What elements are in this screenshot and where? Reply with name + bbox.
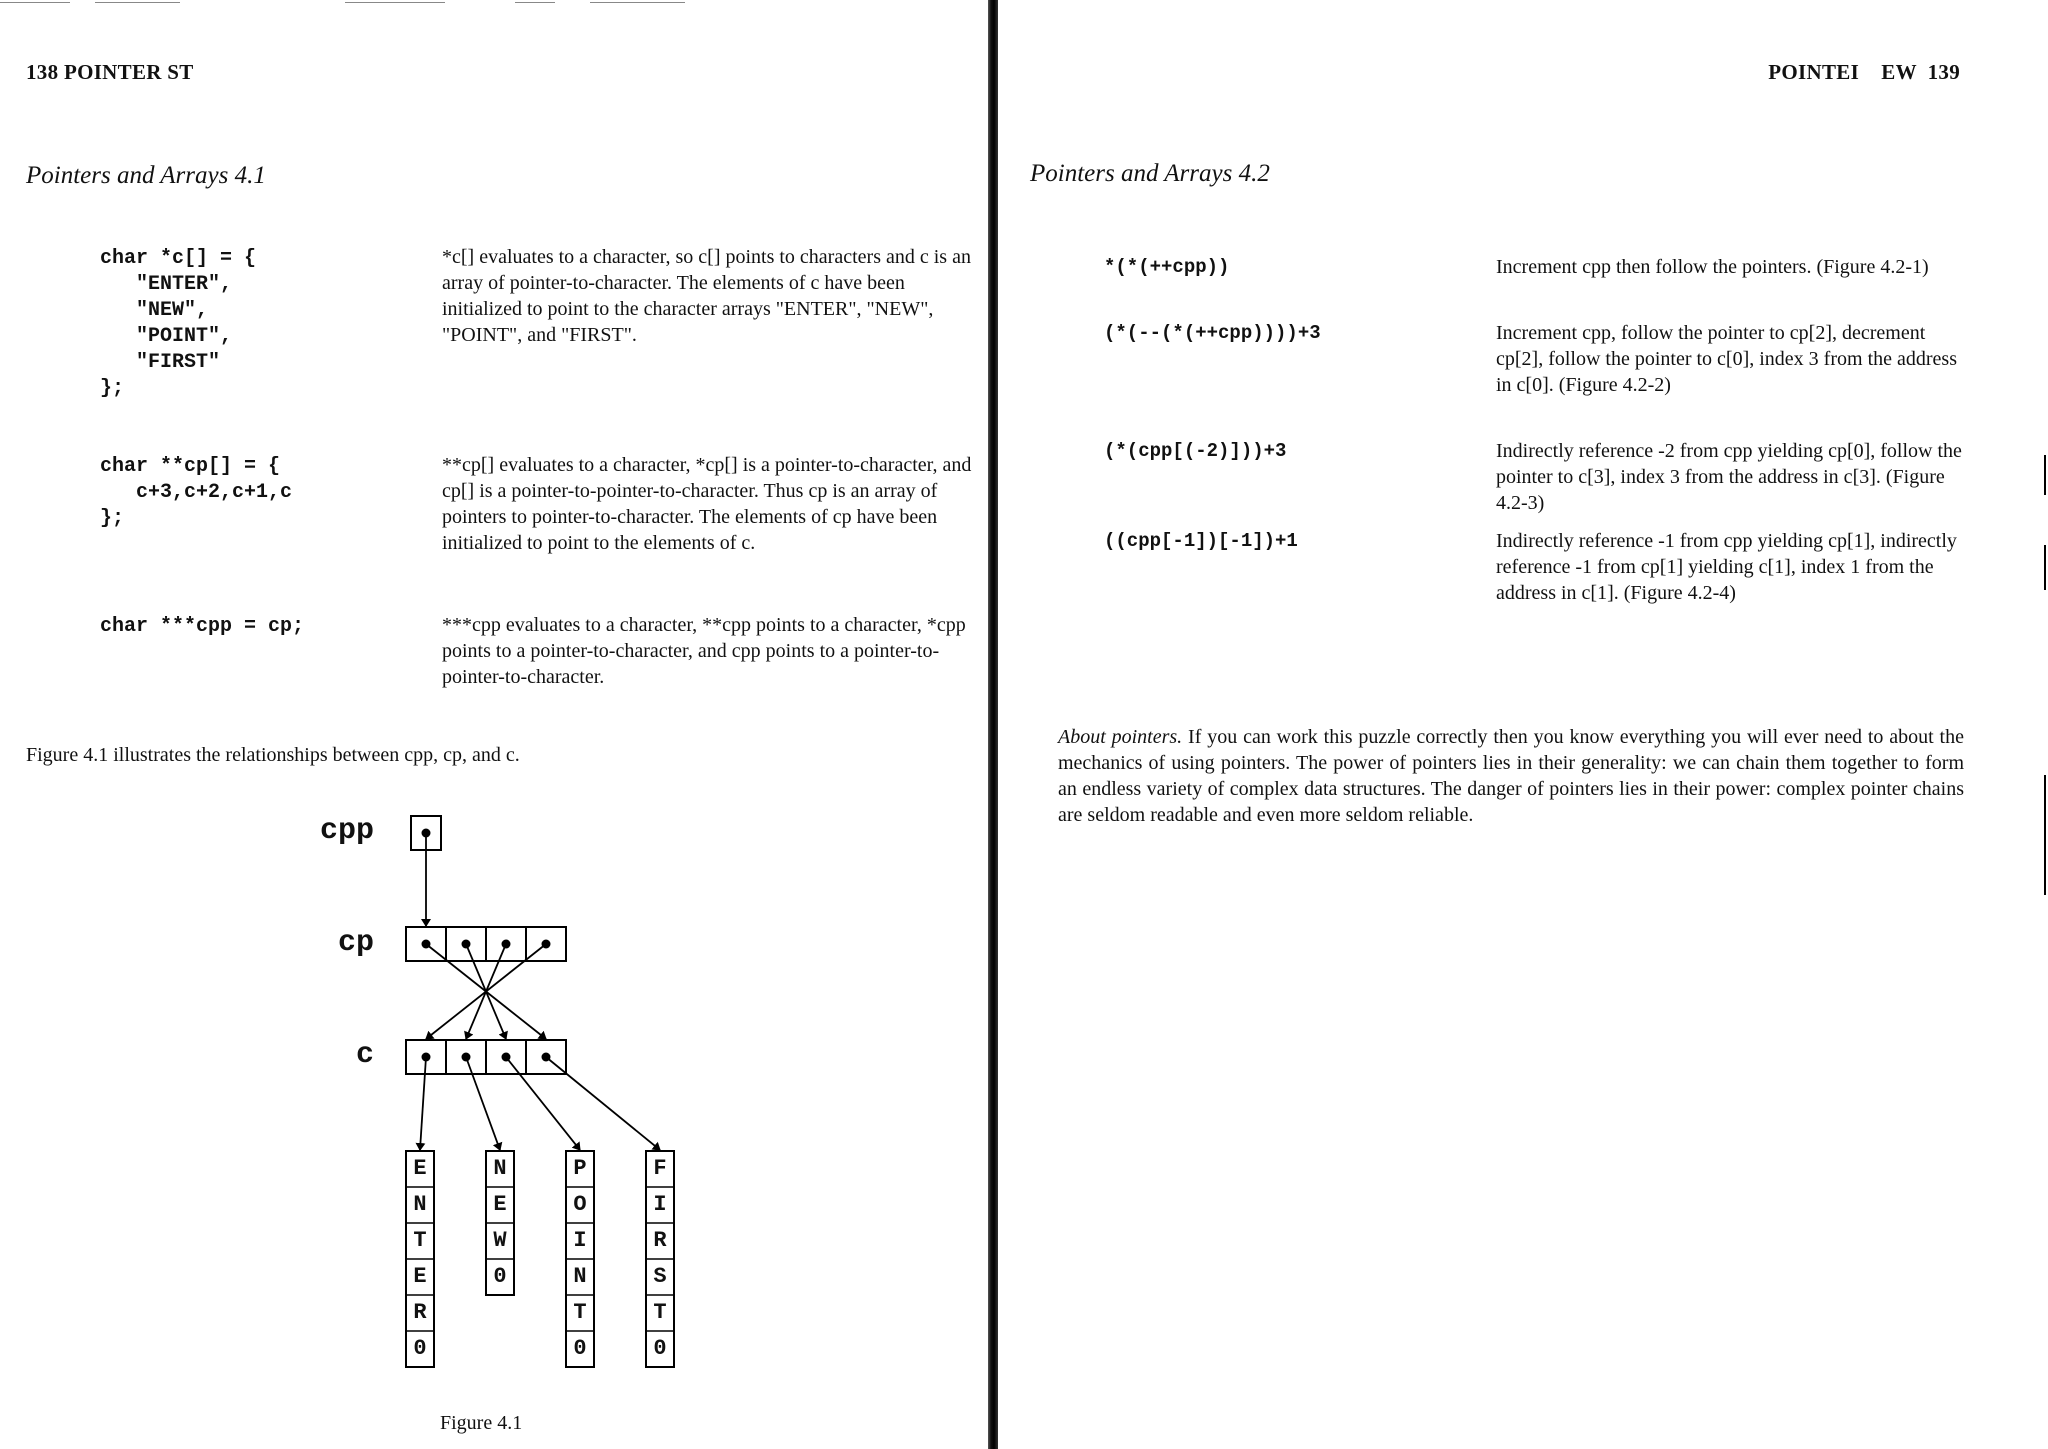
char-cell: E bbox=[413, 1156, 427, 1181]
explanation-c: *c[] evaluates to a character, so c[] points to characters and c is an array of pointer-to-character. The elements of c have been initialized to point to the character arrays "ENTER", "NEW", "POINT", and "FIRST". bbox=[442, 246, 971, 346]
char-cell: T bbox=[573, 1300, 587, 1325]
char-cell: S bbox=[653, 1264, 667, 1289]
code-cpp-declaration: char ***cpp = cp; bbox=[100, 615, 305, 638]
code-c-declaration: char *c[] = { "ENTER", "NEW", "POINT", "FIRST" }; bbox=[100, 247, 257, 400]
arrow-c0-to-enter bbox=[420, 1057, 426, 1150]
section-title-4-1: Pointers and Arrays 4.1 bbox=[26, 162, 266, 189]
char-cell-null: 0 bbox=[413, 1336, 427, 1361]
char-cell: I bbox=[653, 1192, 667, 1217]
char-cell: N bbox=[573, 1264, 587, 1289]
char-cell: R bbox=[653, 1228, 667, 1253]
char-cell-null: 0 bbox=[573, 1336, 587, 1361]
expression: (*(--(*(++cpp))))+3 bbox=[1104, 322, 1321, 344]
expression-explanation: Indirectly reference -1 from cpp yielding cp[1], indirectly reference -1 from cp[1] yielding c[1], index 1 from the address in c[1]. (Figure 4.2-4) bbox=[1496, 530, 1957, 604]
label-cp: cp bbox=[338, 926, 375, 960]
char-cell: N bbox=[413, 1192, 427, 1217]
char-cell: R bbox=[413, 1300, 427, 1325]
char-cell: O bbox=[573, 1192, 587, 1217]
expression: (*(cpp[(-2)]))+3 bbox=[1104, 440, 1287, 462]
char-cell-null: 0 bbox=[493, 1264, 507, 1289]
left-page bbox=[0, 0, 990, 1449]
char-cell: E bbox=[493, 1192, 507, 1217]
pointer-diagram bbox=[300, 800, 720, 1434]
char-cell: T bbox=[413, 1228, 427, 1253]
figure-intro: Figure 4.1 illustrates the relationships between cpp, cp, and c. bbox=[26, 744, 520, 766]
char-cell: N bbox=[493, 1156, 507, 1181]
arrow-c1-to-new bbox=[466, 1057, 500, 1150]
expression: *(*(++cpp)) bbox=[1104, 256, 1230, 278]
section-title-4-2: Pointers and Arrays 4.2 bbox=[1030, 160, 1270, 187]
label-c: c bbox=[356, 1038, 375, 1072]
about-pointers-text: If you can work this puzzle correctly then you know everything you will ever need to about the mechanics of using pointers. The power of pointers lies in their generality: we can chain them together to form an endless variety of complex data structures. The danger of pointers lies in their power: complex pointer chains are seldom readable and even more seldom reliable. bbox=[1058, 726, 1964, 826]
char-cell: T bbox=[653, 1300, 667, 1325]
char-cell: I bbox=[573, 1228, 587, 1253]
figure-caption: Figure 4.1 bbox=[440, 1412, 523, 1434]
running-head-right: POINTEI EW 139 bbox=[1768, 60, 1960, 84]
expression-explanation: Indirectly reference -2 from cpp yielding cp[0], follow the pointer to c[3], index 3 from the address in c[3]. (Figure 4.2-3) bbox=[1496, 440, 1962, 514]
about-pointers-lead: About pointers. bbox=[1058, 726, 1183, 748]
char-cell: F bbox=[653, 1156, 667, 1181]
label-cpp: cpp bbox=[320, 814, 375, 848]
char-cell-null: 0 bbox=[653, 1336, 667, 1361]
expression: ((cpp[-1])[-1])+1 bbox=[1104, 530, 1298, 552]
arrow-c3-to-first bbox=[546, 1057, 660, 1150]
explanation-cpp: ***cpp evaluates to a character, **cpp points to a character, *cpp points to a pointer-to-character, and cpp points to a pointer-to-pointer-to-character. bbox=[442, 614, 966, 688]
char-cell: P bbox=[573, 1156, 587, 1181]
right-page bbox=[1000, 0, 2048, 1449]
about-pointers-paragraph bbox=[1058, 724, 1964, 828]
char-cell: E bbox=[413, 1264, 427, 1289]
arrow-c2-to-point bbox=[506, 1057, 580, 1150]
expression-explanation: Increment cpp then follow the pointers. (Figure 4.2-1) bbox=[1496, 256, 1929, 278]
char-cell: W bbox=[493, 1228, 507, 1253]
running-head-left: 138 POINTER ST bbox=[26, 60, 194, 84]
code-cp-declaration: char **cp[] = { c+3,c+2,c+1,c }; bbox=[100, 455, 293, 530]
explanation-cp: **cp[] evaluates to a character, *cp[] is a pointer-to-character, and cp[] is a pointer-to-pointer-to-character. Thus cp is an array of pointers to pointer-to-character. The elements of cp have been initialized to point to the elements of c. bbox=[442, 454, 972, 554]
expression-explanation: Increment cpp, follow the pointer to cp[2], decrement cp[2], follow the pointer to c[0], index 3 from the address in c[0]. (Figure 4.2-2) bbox=[1496, 322, 1957, 396]
